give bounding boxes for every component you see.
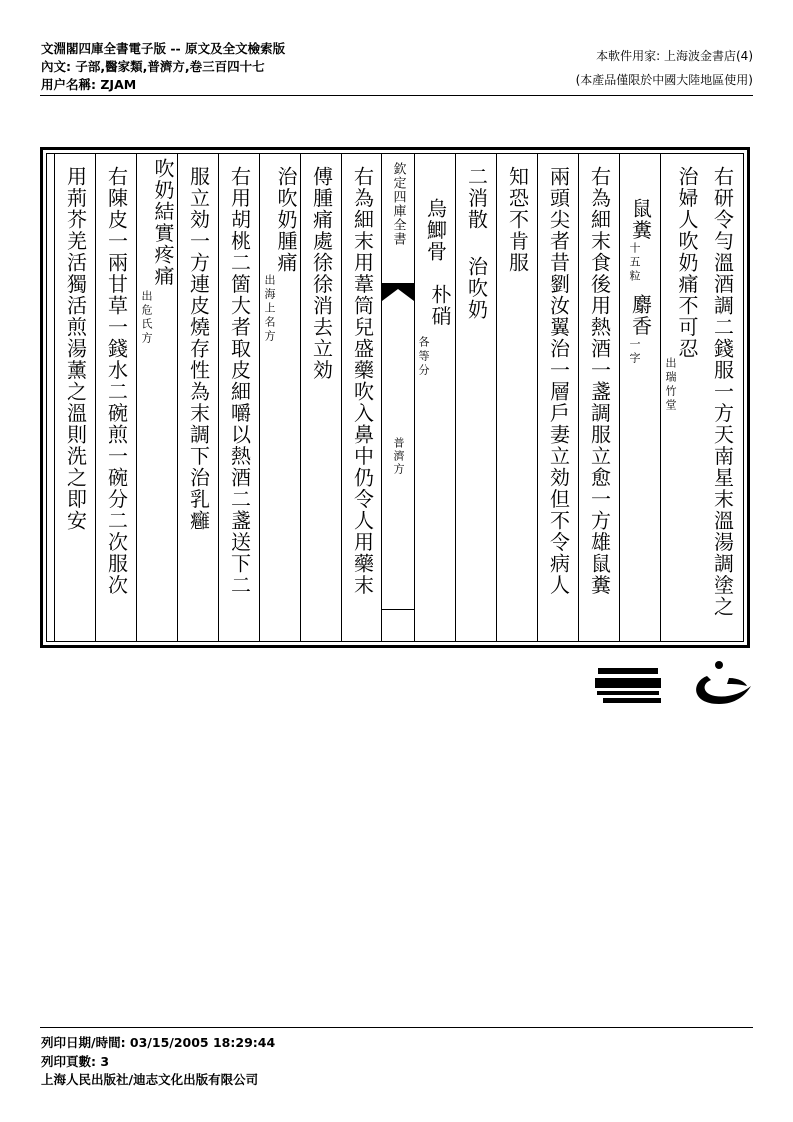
column-text: 兩頭尖者昔劉汝翼治一層戶妻立効但不令病人 [546,166,571,596]
dosage-note: 各等分 [417,336,430,378]
footer-rule [40,1027,753,1028]
scan-page-inner [46,153,744,642]
header-rule [40,95,753,96]
column-text: 鼠糞 [628,198,653,241]
source-note: 出瑞竹堂 [664,357,677,413]
publisher: 上海人民出版社/迪志文化出版有限公司 [41,1072,259,1087]
fold-title: 欽定四庫全書 [390,162,406,246]
column-text: 右用胡桃二箇大者取皮細嚼以熱酒二盞送下二 [227,166,252,596]
column-text: 服立効一方連皮燒存性為末調下治乳癰 [186,166,211,532]
text-column-r3 [619,154,661,641]
column-text: 右陳皮一兩甘草一錢水二碗煎一碗分二次服次 [104,166,129,596]
text-column-l1 [341,154,383,641]
text-column-r6 [496,154,538,641]
column-text: 傅腫痛處徐徐消去立効 [309,166,334,381]
column-text: 右為細末食後用熱酒一盞調服立愈一方雄鼠糞 [587,166,612,596]
header-right [576,44,753,92]
column-text: 右為細末用葦筒兒盛藥吹入鼻中仍令人用藥末 [350,166,375,596]
text-column-l7 [95,154,137,641]
user-name: 用户名稱: ZJAM [41,77,137,92]
dizhi-logo-icon [595,660,755,710]
dosage-note-2: 一字 [628,338,641,366]
text-column-l8 [54,154,96,641]
fold-book-name: 普濟方 [392,437,405,476]
column-text: 用荊芥羌活獨活煎湯薰之溫則洗之即安 [63,166,88,532]
column-text: 烏鯽骨 [423,198,448,263]
text-column-r1 [702,154,743,641]
column-text: 吹奶結實疼痛 [151,158,175,287]
print-datetime: 列印日期/時間: 03/15/2005 18:29:44 [41,1035,276,1050]
column-text: 治婦人吹奶痛不可忍 [675,166,699,360]
text-column-r4 [578,154,620,641]
text-column-r2 [660,154,702,641]
text-column-r8 [414,154,456,641]
center-fold [381,154,415,641]
column-text: 知恐不肯服 [505,166,530,274]
column-text: 右研令勻溫酒調二錢服一方天南星末溫湯調塗之 [710,166,735,618]
source-note: 出海上名方 [263,274,276,344]
column-text-2: 朴硝 [428,284,452,327]
column-text-2: 麝香 [628,294,653,337]
licensee-label: 本軟件用家: 上海波金書店(4) [596,49,753,63]
product-title: 文淵閣四庫全書電子版 -- 原文及全文檢索版 [41,41,286,56]
source-note: 出危氏方 [140,290,153,346]
text-column-r5 [537,154,579,641]
text-column-l4 [218,154,260,641]
column-text: 二消散 治吹奶 [464,166,489,321]
text-column-r7 [455,154,497,641]
footer [41,1034,275,1090]
content-path: 內文: 子部,醫家類,普濟方,卷三百四十七 [41,59,265,74]
column-text: 治吹奶腫痛 [274,166,298,274]
fish-tail-mark-icon [382,283,414,301]
scan-page-frame [40,147,750,648]
region-note: (本產品僅限於中國大陸地區使用) [575,73,753,87]
text-column-l6 [136,154,178,641]
text-column-l5 [177,154,219,641]
text-column-l2 [300,154,342,641]
header-left [41,40,285,94]
text-column-l3 [259,154,301,641]
dosage-note: 十五粒 [628,242,641,284]
fold-rule [382,609,414,610]
print-page-count: 列印頁數: 3 [41,1053,110,1069]
